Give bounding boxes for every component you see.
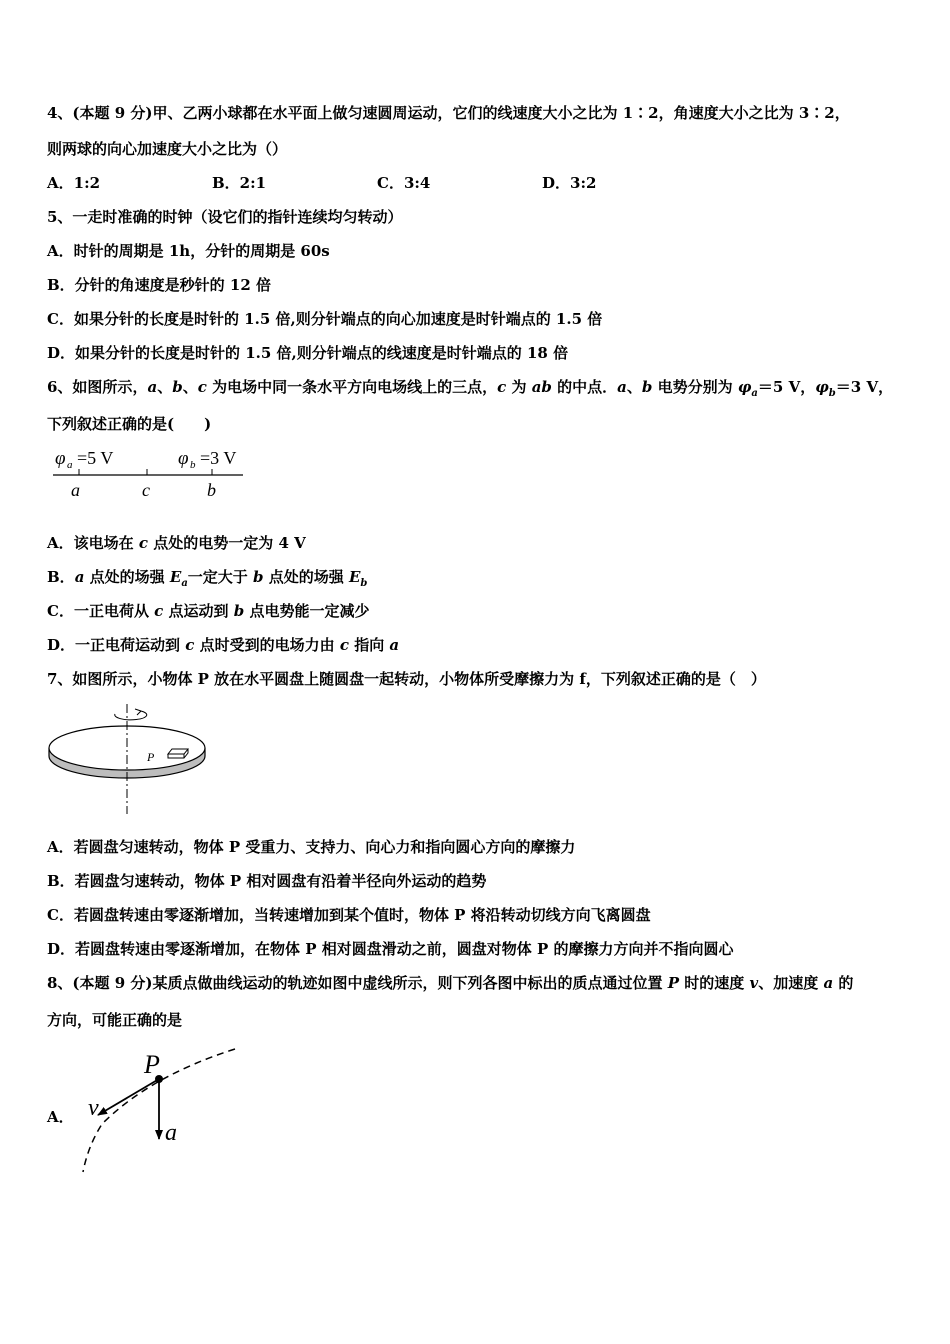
phi-a-value: =5 V [77,448,114,468]
q8-stem-line2: 方向，可能正确的是 [47,1011,183,1029]
point-b-label: b [207,480,216,500]
q4-stem-line2: 则两球的向心加速度大小之比为（） [47,140,288,158]
q6-stem-line1: 6、如图所示，a、b、c 为电场中同一条水平方向电场线上的三点，c 为 ab 的中点．a、b 电势分别为 $\varphi_a=5$ V，$\varphi_b=3$ V， [47,378,894,399]
label-a: a [165,1120,177,1146]
q7-option-c[interactable]: C．若圆盘转速由零逐渐增加，当转速增加到某个值时，物体 P 将沿转动切线方向飞离圆盘 [47,906,651,924]
q8-option-a-label[interactable]: A． [47,1108,74,1126]
phi-a-label: φ [55,448,66,469]
q7-option-d[interactable]: D．若圆盘转速由零逐渐增加，在物体 P 相对圆盘滑动之前，圆盘对物体 P 的摩擦力方向并不指向圆心 [47,940,734,958]
q7-option-b[interactable]: B．若圆盘匀速转动，物体 P 相对圆盘有沿着半径向外运动的趋势 [47,872,487,890]
q5-option-a[interactable]: A．时针的周期是 1h，分针的周期是 60s [47,242,330,260]
q6-option-b[interactable]: B．a 点处的场强 $E_a$一定大于 b 点处的场强 $E_b$ [47,568,368,589]
q7-option-a[interactable]: A．若圆盘匀速转动，物体 P 受重力、支持力、向心力和指向圆心方向的摩擦力 [47,838,576,856]
q4-stem-line1: 4、(本题 9 分)甲、乙两小球都在水平面上做匀速圆周运动，它们的线速度大小之比为 1∶2，角速度大小之比为 3∶2， [47,104,850,122]
q8-option-a-figure[interactable] [80,1046,240,1176]
q5-option-d[interactable]: D．如果分针的长度是时针的 1.5 倍,则分针端点的线速度是时针端点的 18 倍 [47,344,569,362]
label-p: P [144,1050,160,1079]
q5-option-c[interactable]: C．如果分针的长度是时针的 1.5 倍,则分针端点的向心加速度是时针端点的 1.5 倍 [47,310,603,328]
block-p-label: P [147,750,155,764]
q6-option-d[interactable]: D．一正电荷运动到 c 点时受到的电场力由 c 指向 a [47,636,400,654]
q4-option-d[interactable]: D．3:2 [542,174,597,192]
phi-b-sub: b [190,459,196,471]
q4-option-c[interactable]: C．3:4 [377,174,431,192]
point-a-label: a [71,480,80,500]
q5-stem: 5、一走时准确的时钟（设它们的指针连续均匀转动） [47,208,403,226]
q6-option-a[interactable]: A．该电场在 c 点处的电势一定为 4 V [47,534,306,552]
phi-b-value: =3 V [200,448,237,468]
q4-option-b[interactable]: B．2:1 [212,174,267,192]
q6-field-line-figure [47,445,247,501]
label-v: v [88,1095,99,1121]
q5-option-b[interactable]: B．分针的角速度是秒针的 12 倍 [47,276,271,294]
q6-stem-line2: 下列叙述正确的是( ) [47,415,212,433]
q7-rotating-disk-figure [47,702,212,818]
phi-b-label: φ [178,448,189,469]
point-c-label: c [142,480,150,500]
rotation-arrow-icon [115,711,147,720]
phi-a-sub: a [67,459,73,471]
q6-option-c[interactable]: C．一正电荷从 c 点运动到 b 点电势能一定减少 [47,602,370,620]
q4-option-a[interactable]: A．1:2 [47,174,101,192]
block-p [168,749,188,754]
q8-stem-line1: 8、(本题 9 分)某质点做曲线运动的轨迹如图中虚线所示，则下列各图中标出的质点通过位置 P 时的速度 v、加速度 a 的 [47,974,854,992]
q7-stem: 7、如图所示，小物体 P 放在水平圆盘上随圆盘一起转动，小物体所受摩擦力为 f，下列叙述正确的是（ ） [47,670,766,688]
velocity-arrow [98,1079,159,1115]
